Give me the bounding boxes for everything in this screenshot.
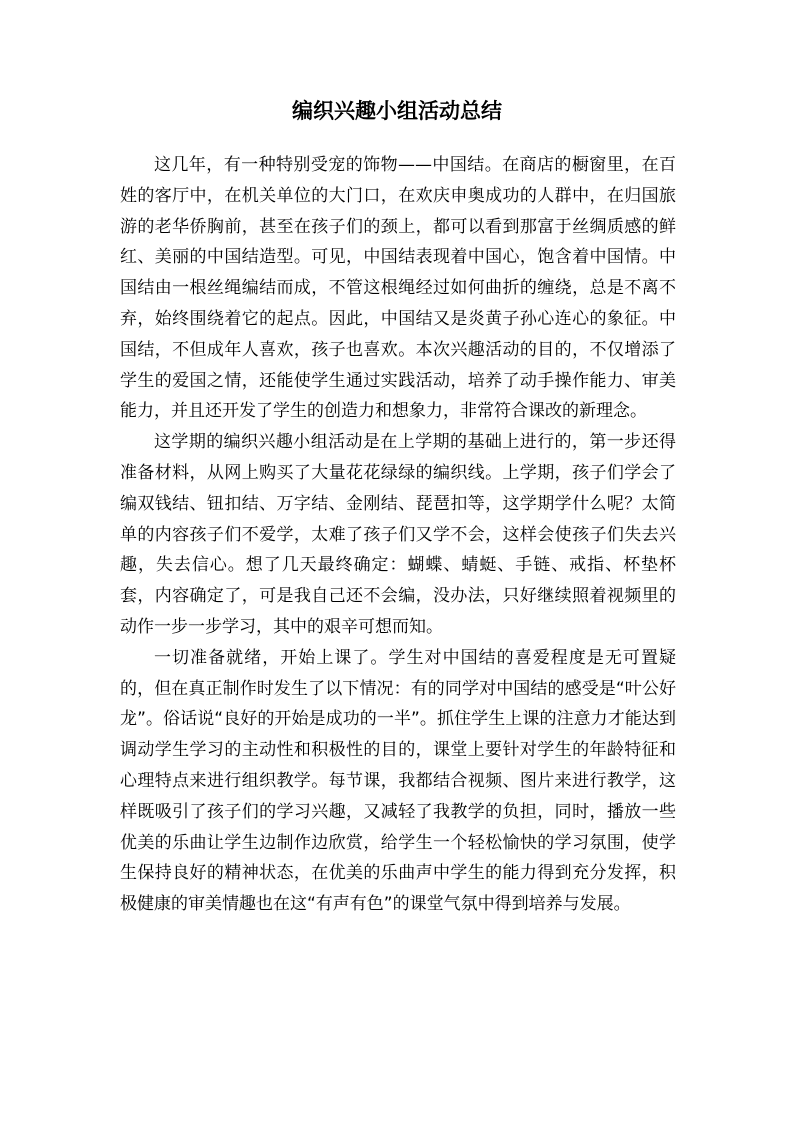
paragraph: 这学期的编织兴趣小组活动是在上学期的基础上进行的，第一步还得准备材料，从网上购买了大量花花绿绿的编织线。上学期，孩子们学会了编双钱结、钮扣结、万字结、金刚结、琵琶扣等，这学期学什么呢？太简单的内容孩子们不爱学，太难了孩子们又学不会，这样会使孩子们失去兴趣，失去信心。想了几天最终确定：蝴蝶、蜻蜓、手链、戒指、杯垫杯套，内容确定了，可是我自己还不会编，没办法，只好继续照着视频里的动作一步一步学习，其中的艰辛可想而知。 [120,432,676,637]
document-title: 编织兴趣小组活动总结 [292,98,502,123]
document-body [120,150,676,920]
paragraph: 一切准备就绪，开始上课了。学生对中国结的喜爱程度是无可置疑的，但在真正制作时发生了以下情况：有的同学对中国结的感受是“叶公好龙”。俗话说“良好的开始是成功的一半”。抓住学生上课的注意力才能达到调动学生学习的主动性和积极性的目的，课堂上要针对学生的年龄特征和心理特点来进行组织教学。每节课，我都结合视频、图片来进行教学，这样既吸引了孩子们的学习兴趣，又减轻了我教学的负担，同时，播放一些优美的乐曲让学生边制作边欣赏，给学生一个轻松愉快的学习氛围，使学生保持良好的精神状态，在优美的乐曲声中学生的能力得到充分发挥，积极健康的审美情趣也在这“有声有色”的课堂气氛中得到培养与发展。 [120,647,676,915]
paragraph: 这几年，有一种特别受宠的饰物——中国结。在商店的橱窗里，在百姓的客厅中，在机关单位的大门口，在欢庆申奥成功的人群中，在归国旅游的老华侨胸前，甚至在孩子们的颈上，都可以看到那富于丝绸质感的鲜红、美丽的中国结造型。可见，中国结表现着中国心，饱含着中国情。中国结由一根丝绳编结而成，不管这根绳经过如何曲折的缠绕，总是不离不弃，始终围绕着它的起点。因此，中国结又是炎黄子孙心连心的象征。中国结，不但成年人喜欢，孩子也喜欢。本次兴趣活动的目的，不仅增添了学生的爱国之情，还能使学生通过实践活动，培养了动手操作能力、审美能力，并且还开发了学生的创造力和想象力，非常符合课改的新理念。 [120,155,676,422]
